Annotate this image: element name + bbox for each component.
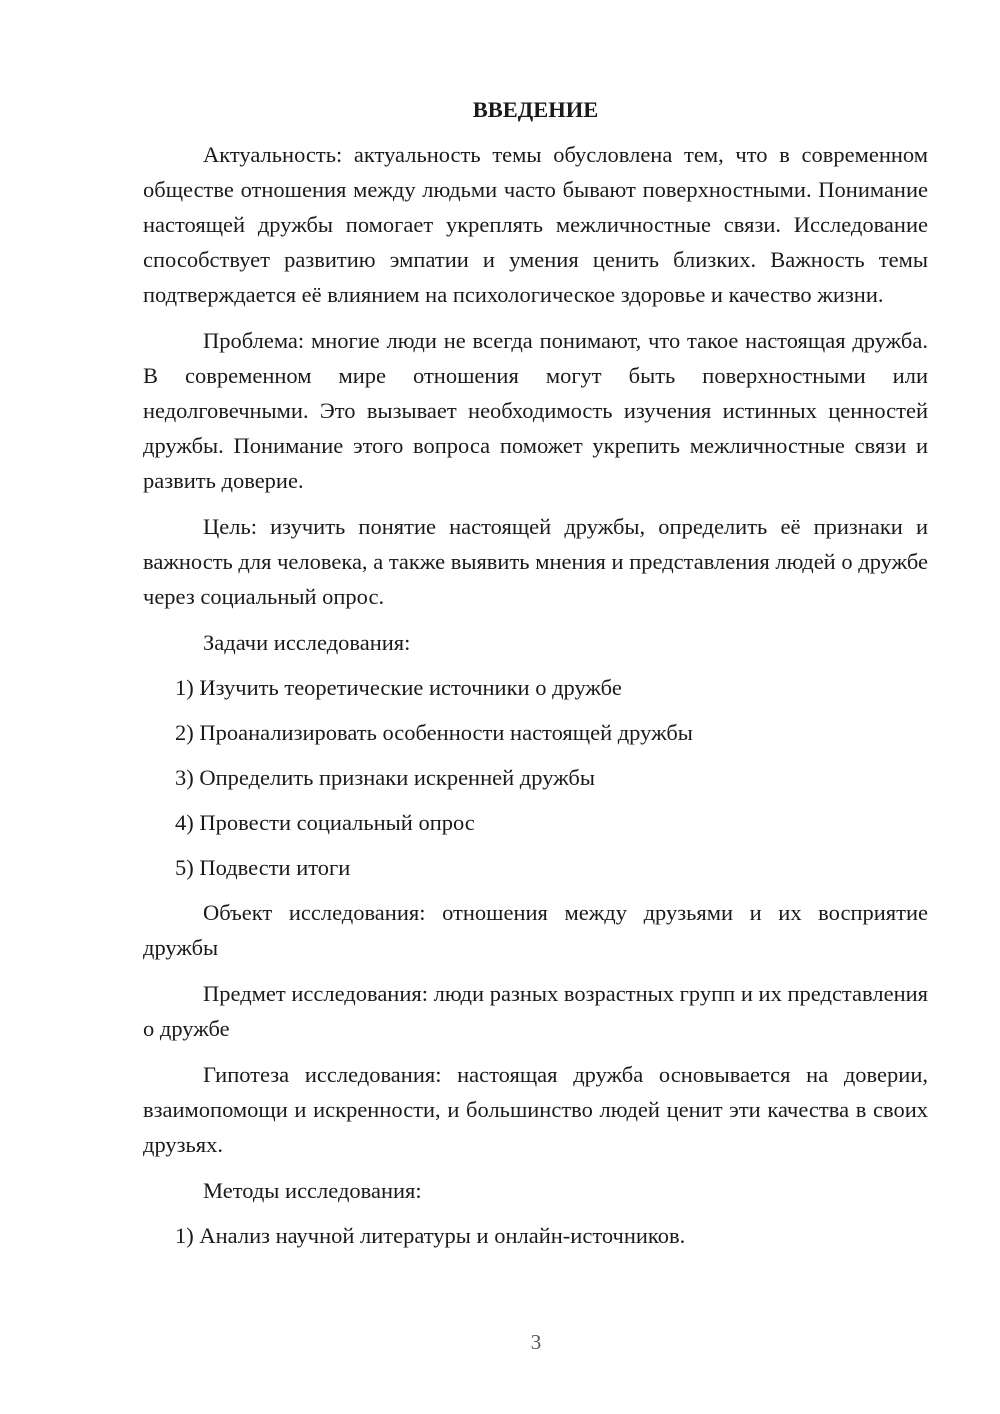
relevance-paragraph: Актуальность: актуальность темы обусловлена тем, что в современном обществе отношения между людьми часто бывают поверхностными. Понимание настоящей дружбы помогает укреплять межличностные связи. Исследование способствует развитию эмпатии и умения ценить близких. Важность темы подтверждается её влиянием на психологическое здоровье и качество жизни. (143, 142, 928, 307)
object-paragraph: Объект исследования: отношения между друзьями и их восприятие дружбы (143, 900, 928, 960)
goal-paragraph: Цель: изучить понятие настоящей дружбы, определить её признаки и важность для человека, а также выявить мнения и представления людей о дружбе через социальный опрос. (143, 514, 928, 609)
section-heading: ВВЕДЕНИЕ (472, 97, 599, 122)
page-number: 3 (530, 1330, 542, 1354)
tasks-label: Задачи исследования: (203, 630, 411, 655)
list-item: 4) Провести социальный опрос (175, 810, 475, 835)
list-item: 1) Изучить теоретические источники о дружбе (175, 675, 622, 700)
list-item: 2) Проанализировать особенности настоящей дружбы (175, 720, 693, 745)
subject-paragraph: Предмет исследования: люди разных возрастных групп и их представления о дружбе (143, 981, 928, 1041)
problem-paragraph: Проблема: многие люди не всегда понимают, что такое настоящая дружба. В современном мире отношения могут быть поверхностными или недолговечными. Это вызывает необходимость изучения истинных ценностей дружбы. Понимание этого вопроса поможет укрепить межличностные связи и развить доверие. (143, 328, 928, 493)
list-item: 1) Анализ научной литературы и онлайн-источников. (175, 1223, 686, 1248)
methods-label: Методы исследования: (203, 1178, 422, 1203)
methods-list (143, 1218, 928, 1253)
list-item: 3) Определить признаки искренней дружбы (175, 765, 595, 790)
page-content (143, 94, 928, 1263)
tasks-list (143, 670, 928, 885)
list-item: 5) Подвести итоги (175, 855, 351, 880)
hypothesis-paragraph: Гипотеза исследования: настоящая дружба основывается на доверии, взаимопомощи и искренности, и большинство людей ценит эти качества в своих друзьях. (143, 1062, 928, 1157)
